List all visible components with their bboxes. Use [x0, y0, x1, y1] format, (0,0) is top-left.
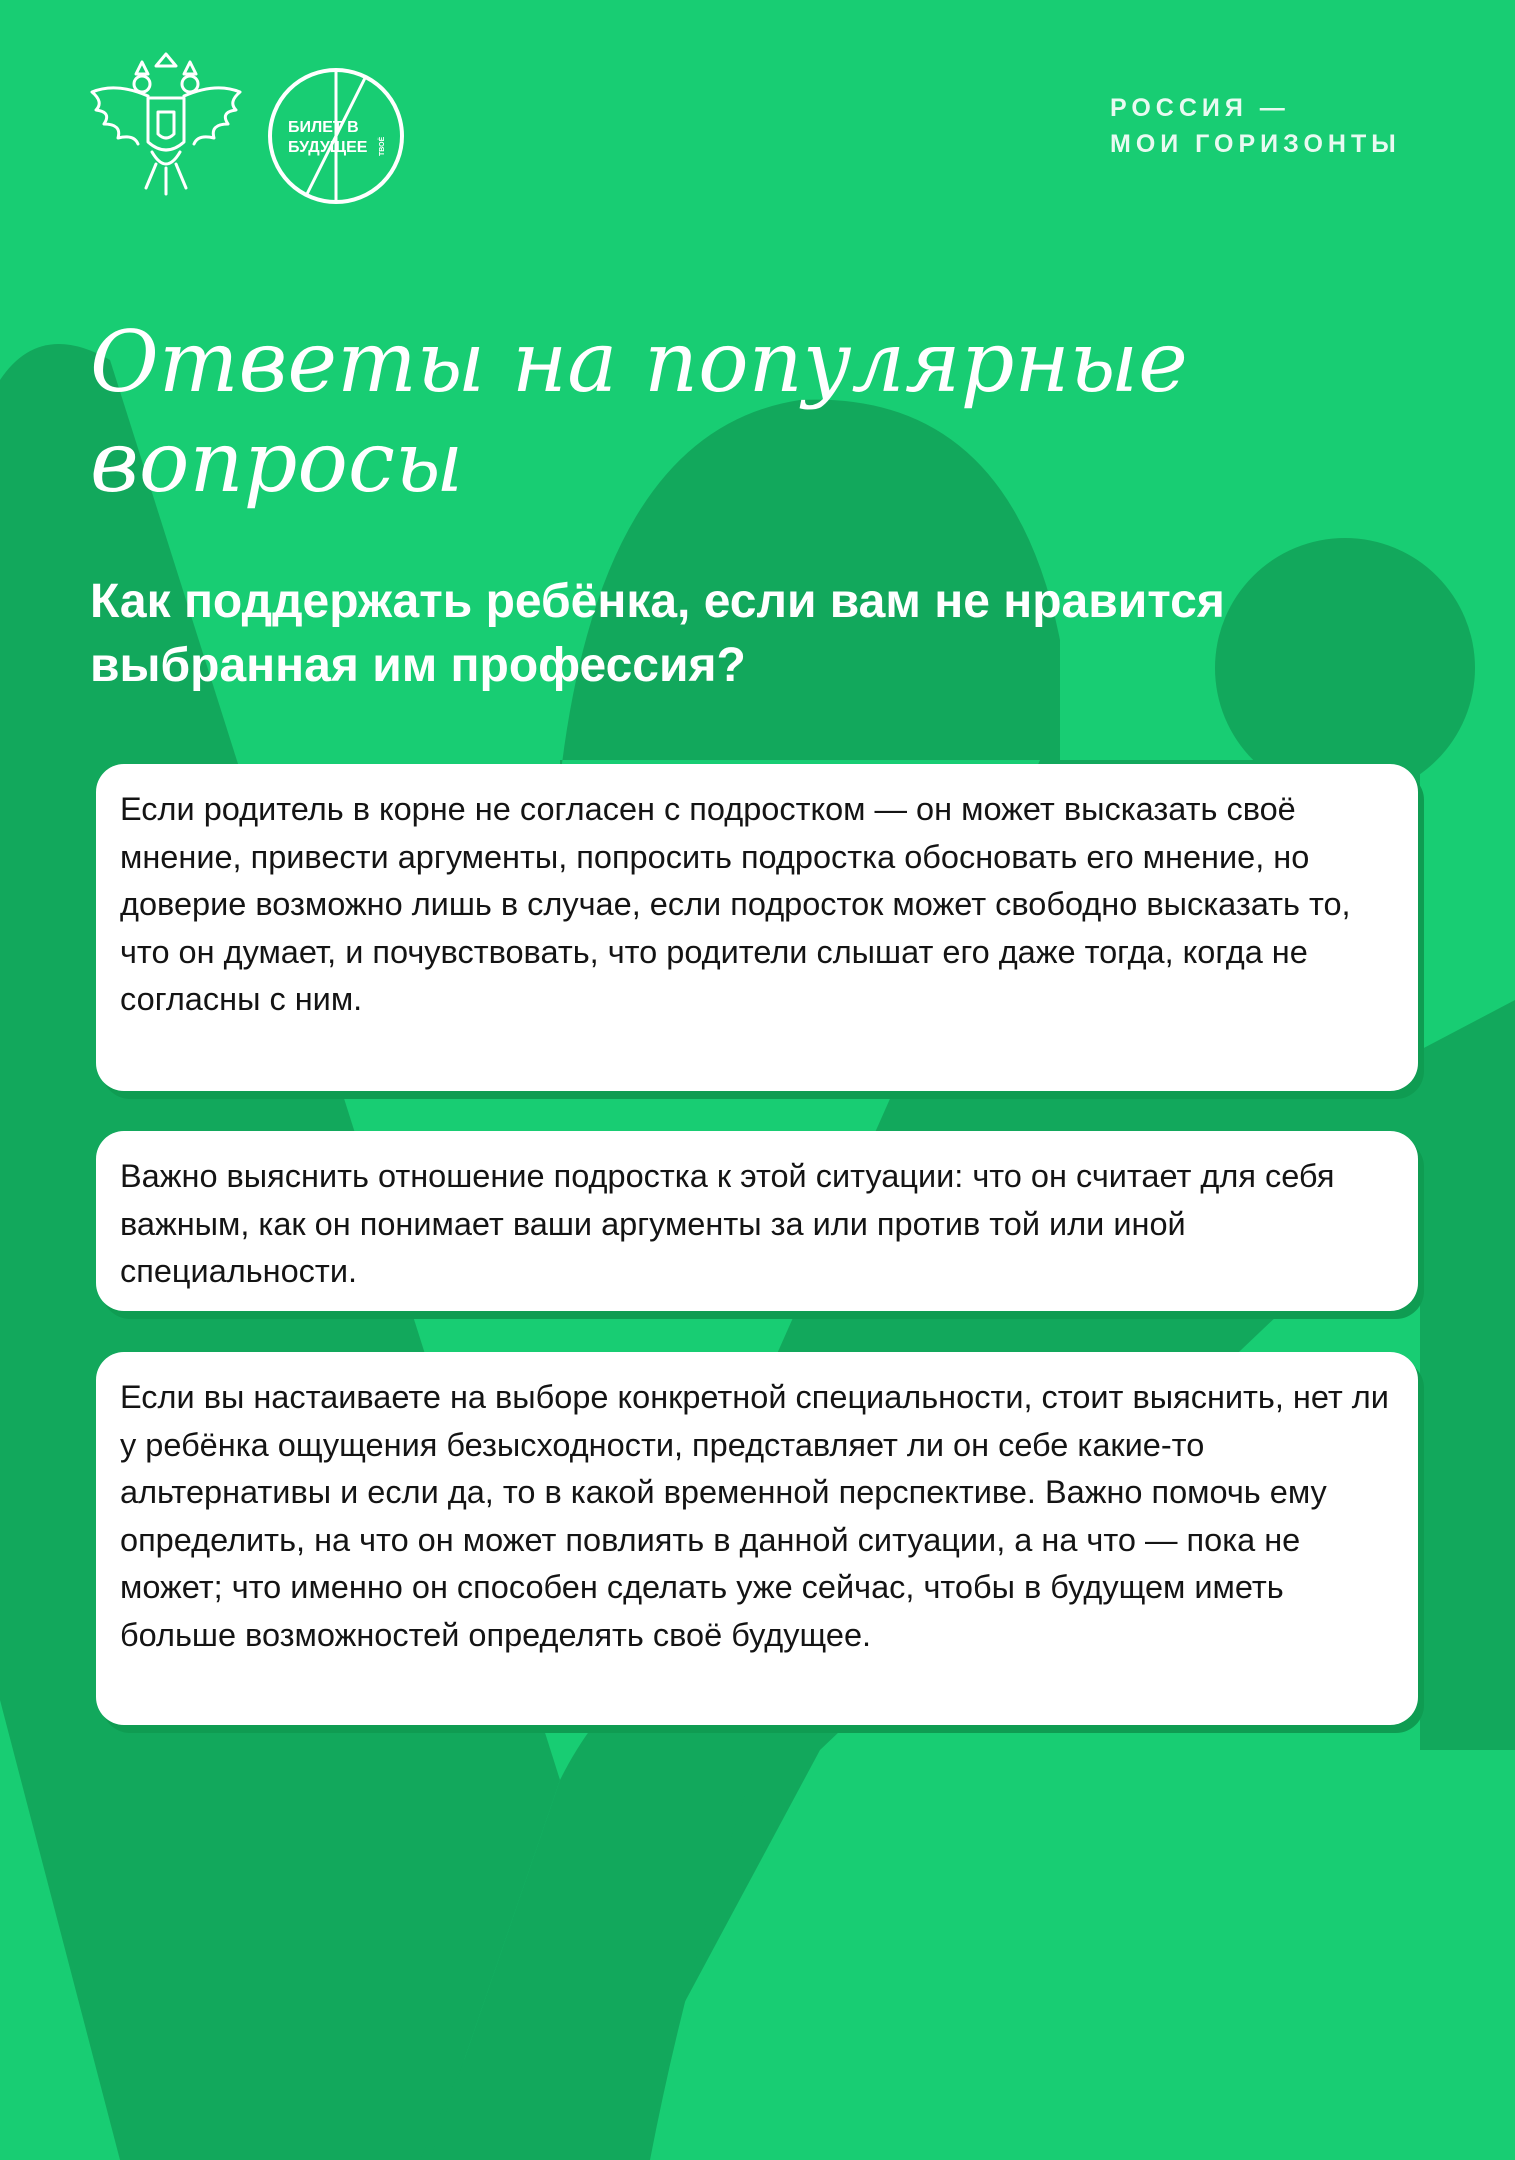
page-title: Ответы на популярные вопросы	[90, 313, 1188, 511]
ticket-logo-line2: БУДУЩЕЕ	[288, 139, 368, 156]
ticket-logo-line1: БИЛЕТ В	[288, 119, 359, 136]
brand-line-1: РОССИЯ —	[1110, 94, 1290, 122]
brand-name	[1110, 90, 1401, 162]
answer-card-2	[96, 1131, 1418, 1311]
answer-text-1: Если родитель в корне не согласен с подростком — он может высказать своё мнение, привести аргументы, попросить подростка обосновать его мнение, но доверие возможно лишь в случае, если подросток может свободно высказать то, что он думает, и почувствовать, что родители слышат его даже тогда, когда не согласны с ним.	[120, 791, 1351, 1018]
answer-card-1	[96, 764, 1418, 1091]
ticket-logo-icon	[266, 66, 406, 206]
answer-text-2: Важно выяснить отношение подростка к этой ситуации: что он считает для себя важным, как он понимает ваши аргументы за или против той или иной специальности.	[120, 1158, 1335, 1290]
bg-shape-right-edge	[1420, 1000, 1515, 1750]
answer-text-3: Если вы настаиваете на выборе конкретной специальности, стоит выяснить, нет ли у ребёнка ощущения безысходности, представляет ли он себе какие-то альтернативы и если да, то в какой временной перспективе. Важно помочь ему определить, на что он может повлиять в данной ситуации, а на что — пока не может; что именно он способен сделать уже сейчас, чтобы в будущем иметь больше возможностей определять своё будущее.	[120, 1379, 1389, 1653]
ticket-logo-small: ТВОЁ	[379, 136, 386, 156]
answer-card-3	[96, 1352, 1418, 1725]
question-heading: Как поддержать ребёнка, если вам не нравится выбранная им профессия?	[90, 575, 1225, 692]
brand-line-2: МОИ ГОРИЗОНТЫ	[1110, 130, 1401, 158]
emblem-icon	[86, 52, 246, 200]
